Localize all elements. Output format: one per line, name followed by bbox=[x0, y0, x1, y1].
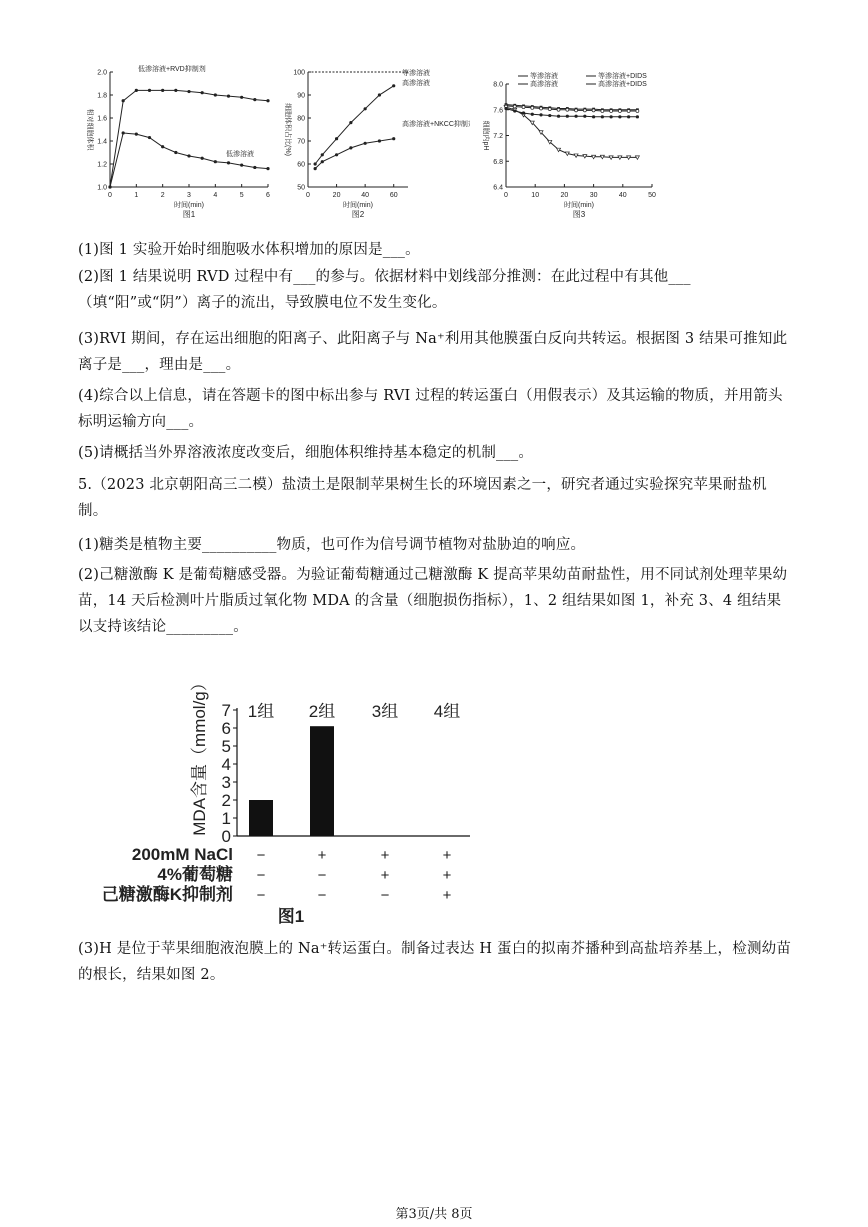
category-label: 3组 bbox=[371, 702, 399, 721]
x-axis-label: 时间(min) bbox=[174, 202, 204, 209]
y-tick-label: 5 bbox=[221, 737, 231, 756]
bar bbox=[310, 726, 334, 836]
data-point bbox=[531, 106, 534, 109]
x-tick-label: 5 bbox=[239, 192, 244, 199]
y-tick-label: 3 bbox=[221, 773, 231, 792]
treatment-sign: − bbox=[317, 867, 327, 884]
bar bbox=[249, 800, 273, 836]
y-tick-label: 7.2 bbox=[493, 133, 503, 140]
data-point bbox=[557, 115, 560, 118]
y-tick-label: 7 bbox=[221, 701, 231, 720]
series-label: 高渗溶液+NKCC抑制剂 bbox=[402, 121, 470, 128]
treatment-sign: + bbox=[380, 847, 390, 864]
y-tick-label: 1.6 bbox=[97, 115, 107, 123]
data-point bbox=[214, 160, 217, 163]
y-tick-label: 6.4 bbox=[493, 184, 503, 192]
data-point bbox=[135, 133, 138, 136]
data-point bbox=[583, 115, 586, 118]
y-tick-label: 70 bbox=[297, 138, 305, 146]
series-line bbox=[506, 107, 637, 157]
x-tick-label: 20 bbox=[332, 192, 341, 199]
figure-caption: 图3 bbox=[572, 210, 586, 219]
treatment-sign: + bbox=[442, 887, 452, 904]
data-point bbox=[618, 156, 622, 160]
question-4: (4)综合以上信息，请在答题卡的图中标出参与 RVI 过程的转运蛋白（用假表示）及其运输的物质，并用箭头标明运输方向___。 bbox=[78, 388, 783, 430]
x-axis-label: 时间(min) bbox=[343, 202, 373, 209]
data-point bbox=[214, 93, 217, 96]
series-label: 高渗溶液 bbox=[402, 80, 430, 87]
x-tick-label: 0 bbox=[504, 192, 508, 199]
category-label: 1组 bbox=[247, 702, 275, 721]
y-tick-label: 4 bbox=[221, 755, 231, 774]
y-tick-label: 6 bbox=[221, 719, 231, 738]
treatment-sign: + bbox=[380, 867, 390, 884]
data-point bbox=[392, 84, 395, 87]
data-point bbox=[627, 156, 631, 160]
y-tick-label: 1.4 bbox=[97, 138, 107, 146]
data-point bbox=[583, 155, 587, 159]
data-point bbox=[174, 151, 177, 154]
data-point bbox=[266, 167, 269, 170]
treatment-sign: + bbox=[442, 847, 452, 864]
data-point bbox=[240, 164, 243, 167]
series-label: 低渗溶液+RVD抑制剂 bbox=[138, 66, 206, 73]
data-point bbox=[161, 145, 164, 148]
data-point bbox=[122, 131, 125, 134]
treatment-sign: + bbox=[317, 847, 327, 864]
figure-2-svg bbox=[280, 60, 470, 225]
y-tick-label: 0 bbox=[221, 827, 231, 846]
y-tick-label: 90 bbox=[297, 92, 305, 100]
data-point bbox=[253, 166, 256, 169]
y-tick-label: 50 bbox=[297, 184, 305, 192]
series-line bbox=[315, 86, 394, 164]
legend-label: 高渗溶液 bbox=[530, 81, 558, 88]
data-point bbox=[566, 115, 569, 118]
question-2: (2)图 1 结果说明 RVD 过程中有___的参与。依据材料中划线部分推测：在此过程中有其他___（填“阳”或“阴”）离子的流出，导致膜电位不发生变化。 bbox=[78, 269, 691, 311]
figure-3-intracellular-ph bbox=[470, 72, 685, 225]
treatment-sign: − bbox=[256, 847, 266, 864]
x-tick-label: 1 bbox=[134, 192, 139, 199]
x-tick-label: 6 bbox=[266, 192, 270, 199]
x-tick-label: 0 bbox=[108, 192, 112, 199]
treatment-label: 己糖激酶K抑制剂 bbox=[101, 885, 233, 904]
x-axis-label: 时间(min) bbox=[564, 202, 594, 209]
data-point bbox=[592, 115, 595, 118]
data-point bbox=[349, 121, 352, 124]
data-point bbox=[364, 142, 367, 145]
data-point bbox=[575, 109, 578, 112]
data-point bbox=[540, 107, 543, 110]
data-point bbox=[601, 110, 604, 113]
x-tick-label: 2 bbox=[160, 192, 165, 199]
y-tick-label: 1.0 bbox=[97, 184, 107, 192]
data-point bbox=[583, 109, 586, 112]
data-point bbox=[627, 110, 630, 113]
data-point bbox=[148, 89, 151, 92]
data-point bbox=[321, 160, 324, 163]
data-point bbox=[314, 162, 317, 165]
treatment-sign: − bbox=[380, 887, 390, 904]
x-tick-label: 60 bbox=[389, 192, 398, 199]
data-point bbox=[364, 107, 367, 110]
data-point bbox=[513, 105, 516, 108]
x-tick-label: 20 bbox=[560, 192, 569, 199]
y-tick-label: 2 bbox=[221, 791, 231, 810]
question-3: (3)RVI 期间，存在运出细胞的阳离子、此阳离子与 Na⁺利用其他膜蛋白反向共转运。根据图 3 结果可推知此离子是___，理由是___。 bbox=[78, 331, 788, 373]
y-tick-label: 6.8 bbox=[493, 158, 503, 166]
y-axis-label: MDA含量（mmol/g） bbox=[190, 674, 209, 836]
data-point bbox=[609, 156, 613, 160]
data-point bbox=[349, 146, 352, 149]
treatment-label: 4%葡萄糖 bbox=[157, 865, 233, 884]
figure-1-relative-cell-volume bbox=[78, 60, 278, 225]
x-tick-label: 40 bbox=[618, 192, 627, 199]
data-point bbox=[161, 89, 164, 92]
data-point bbox=[174, 89, 177, 92]
data-point bbox=[566, 108, 569, 111]
data-point bbox=[531, 113, 534, 116]
data-point bbox=[187, 90, 190, 93]
question-5: (5)请概括当外界溶液浓度改变后，细胞体积维持基本稳定的机制___。 bbox=[78, 445, 534, 461]
series-label: 低渗溶液 bbox=[226, 151, 254, 158]
figure-1-svg bbox=[78, 60, 278, 225]
y-tick-label: 1.8 bbox=[97, 92, 107, 100]
data-point bbox=[201, 157, 204, 160]
data-point bbox=[610, 115, 613, 118]
x-tick-label: 50 bbox=[648, 192, 656, 199]
q5-stem: 5.（2023 北京朝阳高三二模）盐渍土是限制苹果树生长的环境因素之一，研究者通过实验探究苹果耐盐机制。 bbox=[78, 477, 767, 519]
page-footer: 第3页/共 8页 bbox=[395, 1207, 473, 1222]
data-point bbox=[636, 110, 639, 113]
data-point bbox=[522, 106, 525, 109]
treatment-sign: − bbox=[256, 867, 266, 884]
data-point bbox=[636, 115, 639, 118]
category-label: 4组 bbox=[433, 702, 461, 721]
data-point bbox=[201, 91, 204, 94]
data-point bbox=[378, 93, 381, 96]
data-point bbox=[627, 115, 630, 118]
data-point bbox=[392, 137, 395, 140]
y-axis-label: 细胞体积占比(%) bbox=[284, 103, 291, 156]
data-point bbox=[266, 99, 269, 102]
y-axis-label: 相对细胞体积 bbox=[86, 108, 93, 151]
data-point bbox=[378, 139, 381, 142]
data-point bbox=[635, 156, 639, 160]
legend-label: 等渗溶液+DIDS bbox=[598, 73, 647, 80]
treatment-sign: − bbox=[317, 887, 327, 904]
figure-3-svg bbox=[470, 72, 685, 225]
data-point bbox=[539, 113, 542, 116]
data-point bbox=[108, 185, 111, 188]
data-point bbox=[122, 99, 125, 102]
y-tick-label: 8.0 bbox=[493, 81, 503, 89]
data-point bbox=[135, 89, 138, 92]
data-point bbox=[610, 110, 613, 113]
series-line bbox=[110, 90, 268, 187]
mda-bar-chart bbox=[75, 650, 495, 930]
y-tick-label: 1 bbox=[221, 809, 231, 828]
data-point bbox=[504, 107, 507, 110]
figure-caption: 图1 bbox=[277, 907, 305, 926]
x-tick-label: 40 bbox=[361, 192, 370, 199]
y-tick-label: 100 bbox=[293, 69, 305, 77]
data-point bbox=[227, 161, 230, 164]
x-tick-label: 3 bbox=[187, 192, 191, 199]
treatment-label: 200mM NaCl bbox=[131, 845, 233, 864]
mda-bar-chart-svg bbox=[75, 650, 495, 930]
x-tick-label: 4 bbox=[213, 192, 218, 199]
y-tick-label: 7.6 bbox=[493, 107, 503, 115]
data-point bbox=[565, 152, 569, 156]
data-point bbox=[253, 98, 256, 101]
figure-2-cell-volume-percent bbox=[280, 60, 470, 225]
data-point bbox=[592, 109, 595, 112]
series-label: 等渗溶液 bbox=[402, 70, 430, 77]
legend-label: 高渗溶液+DIDS bbox=[598, 81, 647, 88]
data-point bbox=[335, 137, 338, 140]
data-point bbox=[335, 153, 338, 156]
data-point bbox=[522, 111, 525, 114]
data-point bbox=[548, 114, 551, 117]
figure-caption: 图1 bbox=[182, 210, 196, 219]
data-point bbox=[592, 155, 596, 159]
x-tick-label: 30 bbox=[589, 192, 598, 199]
data-point bbox=[574, 154, 578, 158]
y-axis-label: 细胞内pH bbox=[482, 120, 489, 151]
question-1: (1)图 1 实验开始时细胞吸水体积增加的原因是___。 bbox=[78, 242, 420, 258]
y-tick-label: 1.2 bbox=[97, 161, 107, 169]
data-point bbox=[557, 148, 561, 152]
data-point bbox=[618, 110, 621, 113]
x-tick-label: 0 bbox=[306, 192, 310, 199]
data-point bbox=[321, 153, 324, 156]
category-label: 2组 bbox=[308, 702, 336, 721]
data-point bbox=[548, 108, 551, 111]
data-point bbox=[513, 109, 516, 112]
q5-part2: (2)己糖激酶 K 是葡萄糖感受器。为验证葡萄糖通过己糖激酶 K 提高苹果幼苗耐盐性，用不同试剂处理苹果幼苗，14 天后检测叶片脂质过氧化物 MDA 的含量（细胞损伤指标），1、2 组结果如图 1，补充 3、4 组结果以支持该结论_________。 bbox=[78, 567, 788, 635]
figure-caption: 图2 bbox=[351, 210, 365, 219]
q5-part1: (1)糖类是植物主要__________物质，也可作为信号调节植物对盐胁迫的响应。 bbox=[78, 537, 586, 553]
series-line bbox=[315, 139, 394, 169]
data-point bbox=[600, 155, 604, 159]
data-point bbox=[618, 115, 621, 118]
data-point bbox=[187, 154, 190, 157]
data-point bbox=[240, 96, 243, 99]
treatment-sign: − bbox=[256, 887, 266, 904]
y-tick-label: 60 bbox=[297, 161, 305, 169]
data-point bbox=[148, 136, 151, 139]
data-point bbox=[227, 95, 230, 98]
legend-label: 等渗溶液 bbox=[530, 73, 558, 80]
q5-part3: (3)H 是位于苹果细胞液泡膜上的 Na⁺转运蛋白。制备过表达 H 蛋白的拟南芥播种到高盐培养基上，检测幼苗的根长，结果如图 2。 bbox=[78, 941, 792, 983]
treatment-sign: + bbox=[442, 867, 452, 884]
y-tick-label: 2.0 bbox=[97, 69, 107, 77]
data-point bbox=[557, 108, 560, 111]
data-point bbox=[601, 115, 604, 118]
data-point bbox=[314, 167, 317, 170]
x-tick-label: 10 bbox=[531, 192, 540, 199]
data-point bbox=[574, 115, 577, 118]
series-line bbox=[110, 133, 268, 187]
y-tick-label: 80 bbox=[297, 115, 305, 123]
